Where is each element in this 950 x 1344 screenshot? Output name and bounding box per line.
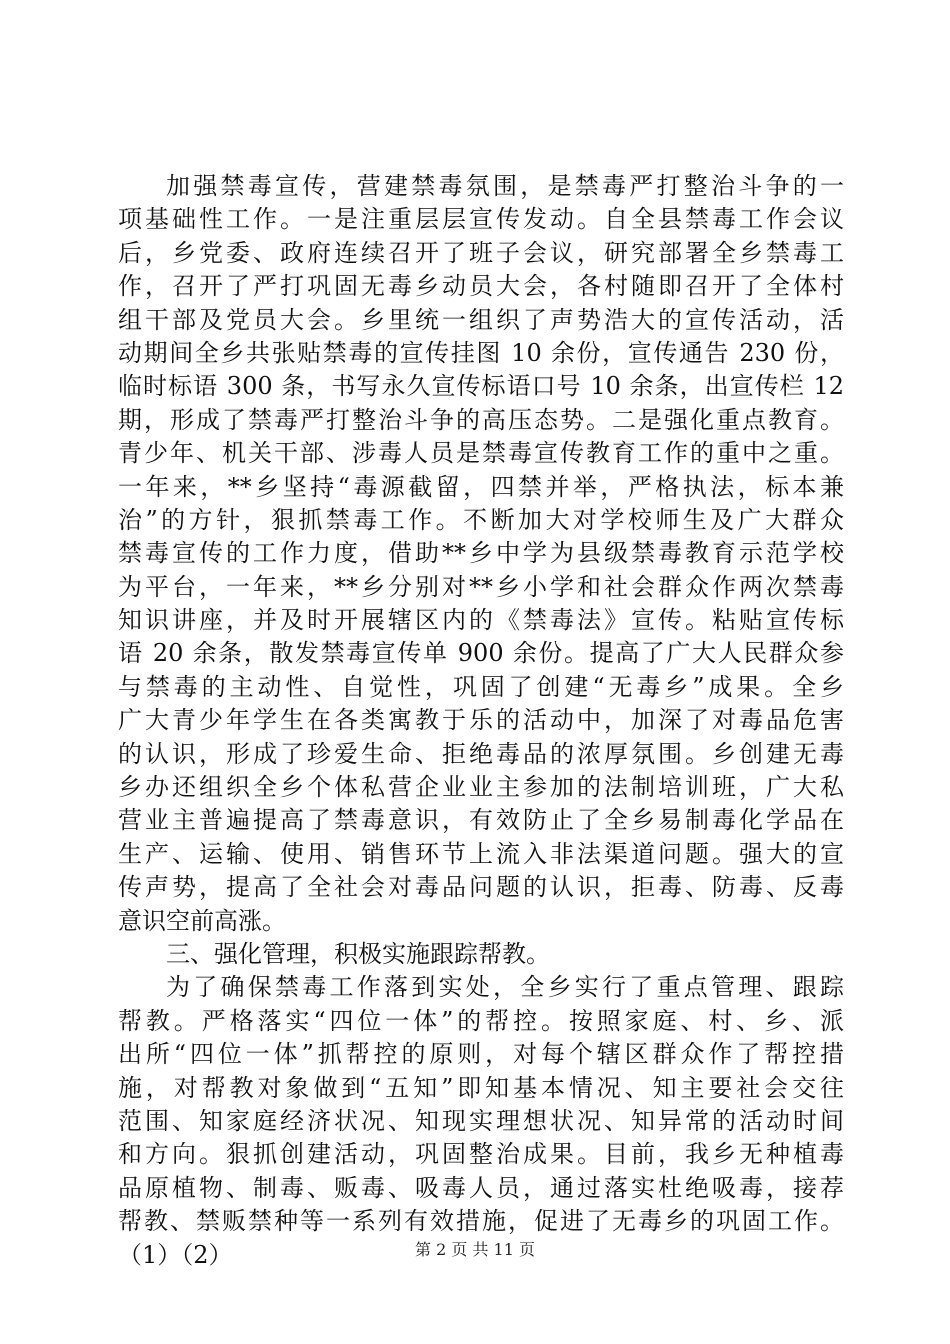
text-line: 禁毒宣传的工作力度，借助**乡中学为县级禁毒教育示范学校 (118, 539, 844, 568)
text-line: 语 20 余条，散发禁毒宣传单 900 余份。提高了广大人民群众参 (118, 639, 844, 668)
text-line: 期，形成了禁毒严打整治斗争的高压态势。二是强化重点教育。 (118, 405, 844, 434)
text-line: 为了确保禁毒工作落到实处，全乡实行了重点管理、跟踪 (166, 973, 844, 1002)
text-line: （1）（2） (118, 1240, 233, 1269)
text-line: 营业主普遍提高了禁毒意识，有效防止了全乡易制毒化学品在 (118, 806, 844, 835)
text-line: 与禁毒的主动性、自觉性，巩固了创建“无毒乡”成果。全乡 (118, 672, 844, 701)
text-line: 施，对帮教对象做到“五知”即知基本情况、知主要社会交往 (118, 1073, 844, 1102)
text-line: 帮教、禁贩禁种等一系列有效措施，促进了无毒乡的巩固工作。 (118, 1207, 844, 1236)
text-line: 加强禁毒宣传，营建禁毒氛围，是禁毒严打整治斗争的一 (166, 172, 844, 200)
text-line: 作，召开了严打巩固无毒乡动员大会，各村随即召开了全体村 (118, 272, 844, 301)
text-line: 帮教。严格落实“四位一体”的帮控。按照家庭、村、乡、派 (118, 1006, 844, 1035)
text-line: 临时标语 300 条，书写永久宣传标语口号 10 余条，出宣传栏 12 (118, 372, 844, 401)
text-line: 的认识，形成了珍爱生命、拒绝毒品的浓厚氛围。乡创建无毒 (118, 739, 844, 768)
document-body (118, 170, 844, 1272)
text-line: 和方向。狠抓创建活动，巩固整治成果。目前，我乡无种植毒 (118, 1140, 844, 1169)
text-line: 青少年、机关干部、涉毒人员是禁毒宣传教育工作的重中之重。 (118, 439, 844, 468)
text-line: 组干部及党员大会。乡里统一组织了声势浩大的宣传活动，活 (118, 305, 844, 334)
text-line: 乡办还组织全乡个体私营企业业主参加的法制培训班，广大私 (118, 773, 844, 802)
text-line: 范围、知家庭经济状况、知现实理想状况、知异常的活动时间 (118, 1106, 844, 1135)
text-line: 一年来，**乡坚持“毒源截留，四禁并举，严格执法，标本兼 (118, 472, 844, 501)
text-line: 项基础性工作。一是注重层层宣传发动。自全县禁毒工作会议 (118, 205, 844, 234)
text-line: 后，乡党委、政府连续召开了班子会议，研究部署全乡禁毒工 (118, 238, 844, 267)
text-line: 广大青少年学生在各类寓教于乐的活动中，加深了对毒品危害 (118, 706, 844, 735)
page-number-footer: 第 2 页 共 11 页 (415, 1240, 535, 1259)
text-line: 为平台，一年来，**乡分别对**乡小学和社会群众作两次禁毒 (118, 572, 844, 601)
text-line: 品原植物、制毒、贩毒、吸毒人员，通过落实杜绝吸毒，接荐 (118, 1173, 844, 1202)
section-heading: 三、强化管理，积极实施跟踪帮教。 (166, 939, 550, 968)
text-line: 意识空前高涨。 (118, 906, 286, 935)
text-line: 传声势，提高了全社会对毒品问题的认识，拒毒、防毒、反毒 (118, 873, 844, 902)
text-line: 出所“四位一体”抓帮控的原则，对每个辖区群众作了帮控措 (118, 1040, 844, 1069)
text-line: 知识讲座，并及时开展辖区内的《禁毒法》宣传。粘贴宣传标 (118, 606, 844, 635)
text-line: 生产、运输、使用、销售环节上流入非法渠道问题。强大的宣 (118, 839, 844, 868)
text-line: 动期间全乡共张贴禁毒的宣传挂图 10 余份，宣传通告 230 份， (118, 338, 844, 367)
text-line: 治”的方针，狠抓禁毒工作。不断加大对学校师生及广大群众 (118, 505, 844, 534)
